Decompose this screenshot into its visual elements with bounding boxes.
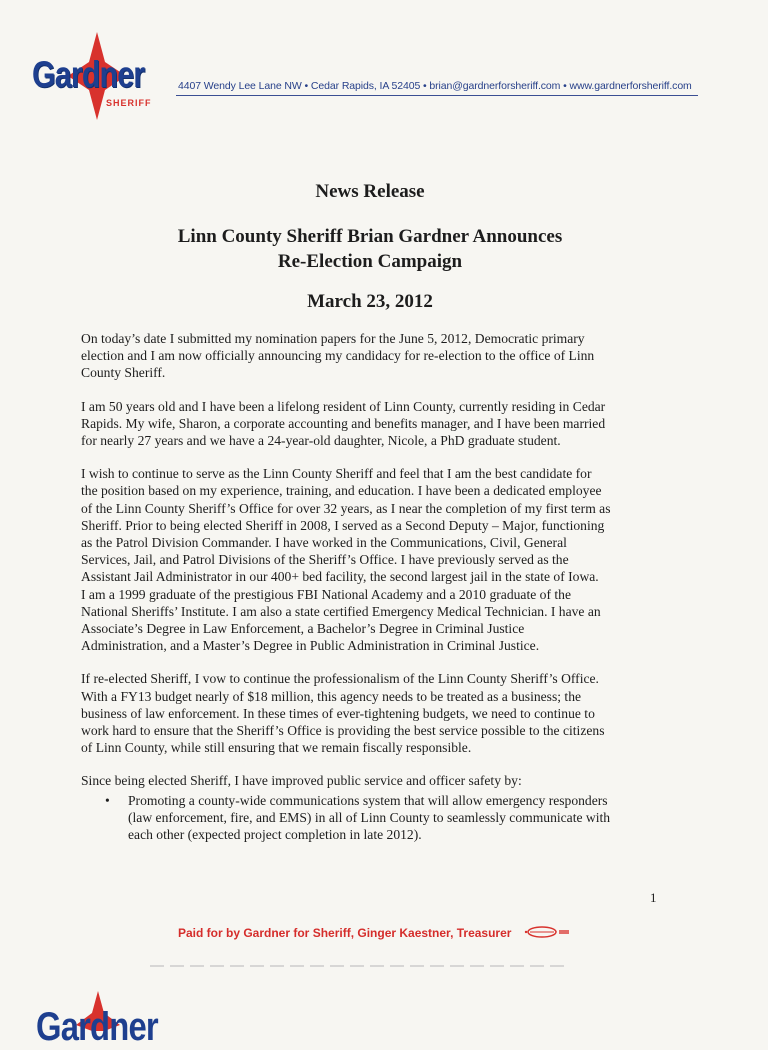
text-line: Services, Jail, and Patrol Divisions of the Sheriff’s Office. I have previously served as the <box>81 552 569 568</box>
text-line: (law enforcement, fire, and EMS) in all of Linn County to seamlessly communicate with <box>128 809 611 825</box>
contact-line: 4407 Wendy Lee Lane NW • Cedar Rapids, IA 52405 • brian@gardnerforsheriff.com • www.gardnerforsheriff.com <box>178 80 692 92</box>
paragraph-2 <box>81 398 661 450</box>
text-line: I am a 1999 graduate of the prestigious FBI National Academy and a 2010 graduate of the <box>81 586 571 602</box>
title-line: Re-Election Campaign <box>277 251 463 272</box>
next-page-logo <box>28 985 188 1049</box>
list-item <box>81 792 661 844</box>
release-title <box>0 224 740 274</box>
text-line: I am 50 years old and I have been a lifelong resident of Linn County, currently residing in Cedar <box>81 398 606 414</box>
list-item-text <box>128 792 661 844</box>
news-release-heading: News Release <box>315 181 425 202</box>
text-line: for nearly 27 years and we have a 24-year-old daughter, Nicole, a PhD graduate student. <box>81 433 561 449</box>
text-line: Assistant Jail Administrator in our 400+ bed facility, the second largest jail in the state of Iowa. <box>81 569 599 585</box>
text-line: election and I am now officially announcing my candidacy for re-election to the office of Linn <box>81 348 595 364</box>
text-line: County Sheriff. <box>81 365 166 381</box>
text-line: business of law enforcement. In these times of ever-tightening budgets, we need to continue to <box>81 705 595 721</box>
text-line: I wish to continue to serve as the Linn County Sheriff and feel that I am the best candidate for <box>81 466 592 482</box>
text-line: Sheriff. Prior to being elected Sheriff in 2008, I served as a Second Deputy – Major, functioning <box>81 517 605 533</box>
text-line: Associate’s Degree in Law Enforcement, a Bachelor’s Degree in Criminal Justice <box>81 621 525 637</box>
text-line: Rapids. My wife, Sharon, a corporate accounting and benefits manager, and I have been married <box>81 415 606 431</box>
paid-for-disclaimer: Paid for by Gardner for Sheriff, Ginger Kaestner, Treasurer <box>178 926 512 940</box>
logo-wordmark: Gardner <box>36 1005 158 1049</box>
gardner-sheriff-logo <box>28 32 168 122</box>
text-line: On today’s date I submitted my nomination papers for the June 5, 2012, Democratic primary <box>81 331 585 346</box>
union-bug-icon <box>522 925 572 939</box>
letterhead-divider <box>176 95 698 96</box>
paragraph-1 <box>81 330 661 382</box>
title-line: Linn County Sheriff Brian Gardner Announces <box>177 226 563 247</box>
accomplishments-list <box>81 792 661 844</box>
scan-artifact <box>150 965 570 967</box>
text-line: If re-elected Sheriff, I vow to continue the professionalism of the Linn County Sheriff’s Office. <box>81 671 599 687</box>
text-line: With a FY13 budget nearly of $18 million, this agency needs to be treated as a business; the <box>81 688 582 704</box>
text-line: National Sheriffs’ Institute. I am also a state certified Emergency Medical Technician. I have an <box>81 603 601 619</box>
text-line: as the Patrol Division Commander. I have worked in the Communications, Civil, General <box>81 535 567 551</box>
text-line: each other (expected project completion in late 2012). <box>128 827 422 843</box>
bullet-icon: • <box>105 792 110 808</box>
text-line: Administration, and a Master’s Degree in Public Administration in Criminal Justice. <box>81 638 540 654</box>
text-line: of the Linn County Sheriff’s Office for over 32 years, as I near the completion of my first term as <box>81 500 611 516</box>
text-line: Promoting a county-wide communications system that will allow emergency responders <box>128 792 608 808</box>
logo-subtext: SHERIFF <box>106 98 152 108</box>
paragraph-3 <box>81 465 661 654</box>
release-body <box>81 330 661 843</box>
text-line: work hard to ensure that the Sheriff’s Office is providing the best service possible to the citizens <box>81 723 605 739</box>
logo-wordmark: Gardner <box>32 54 145 95</box>
page-number: 1 <box>650 890 657 905</box>
release-date: March 23, 2012 <box>307 291 433 312</box>
text-line: of Linn County, while still ensuring that we remain fiscally responsible. <box>81 740 472 756</box>
text-line: the position based on my experience, training, and education. I have been a dedicated employee <box>81 483 602 499</box>
paragraph-4 <box>81 670 661 756</box>
paragraph-5: Since being elected Sheriff, I have improved public service and officer safety by: <box>81 773 522 789</box>
